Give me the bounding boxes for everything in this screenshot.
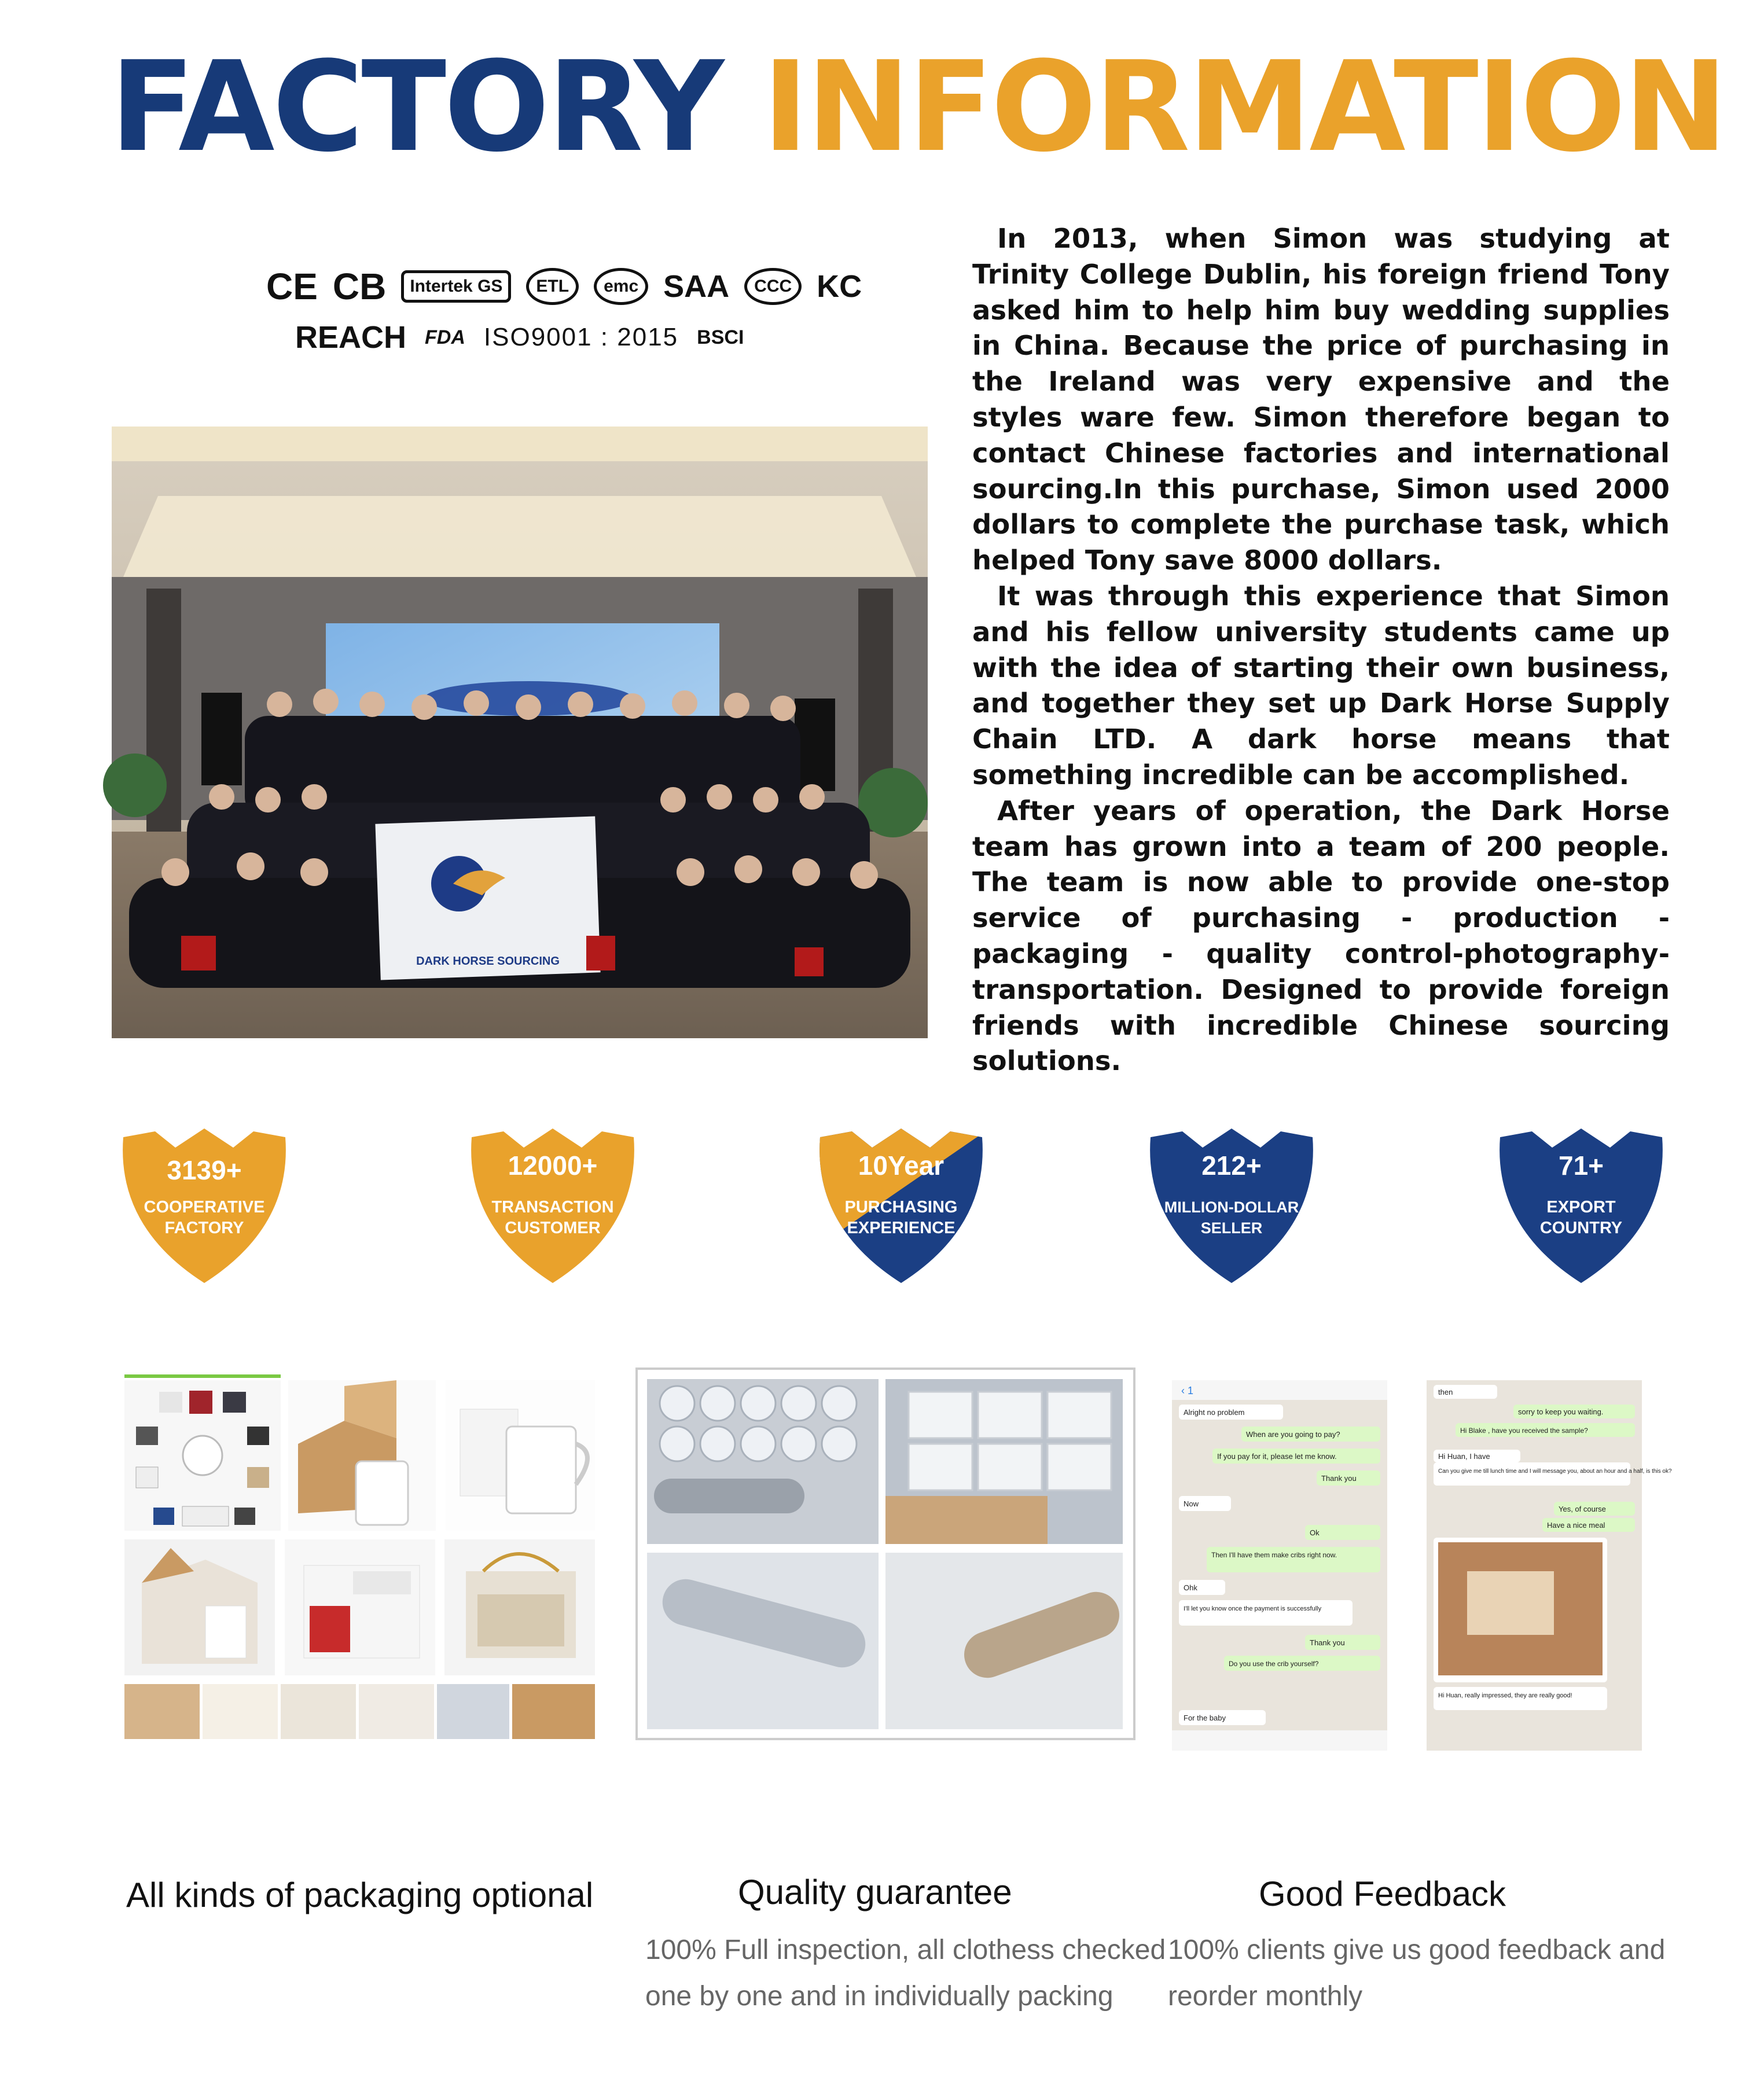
chat-msg: Ohk (1184, 1583, 1197, 1592)
stat-number: 10Year (858, 1150, 945, 1181)
svg-text:‹ 1: ‹ 1 (1181, 1385, 1194, 1396)
chat-msg: then (1438, 1388, 1453, 1396)
page-title (110, 34, 1726, 179)
stat-shield-million-dollar-seller (1139, 1126, 1324, 1285)
bsci-mark: BSCI (697, 326, 744, 348)
etl-mark: ETL (526, 268, 579, 305)
title-factory: FACTORY (110, 34, 722, 179)
chat-msg: If you pay for it, please let me know. (1217, 1452, 1337, 1461)
cb-mark: CB (332, 266, 387, 307)
chat-msg: Then I'll have them make cribs right now. (1211, 1551, 1337, 1559)
chat-msg: Hi Blake , have you received the sample? (1460, 1427, 1588, 1435)
kc-mark: KC (817, 269, 862, 304)
chat-msg: Ok (1310, 1528, 1320, 1537)
story-paragraph-3: After years of operation, the Dark Horse team has grown into a team of 200 people. The team is now able to provide one-stop service of purchasing - production - packaging - quality control-photography-transportation. Designed to provide foreign friends with incredible Chinese sourcing solutions. (972, 795, 1670, 1077)
chat-msg: When are you going to pay? (1246, 1430, 1340, 1439)
chat-msg: Alright no problem (1184, 1408, 1245, 1417)
chat-msg: Yes, of course (1559, 1505, 1606, 1513)
chat-msg: Now (1184, 1499, 1199, 1508)
feedback-caption-title: Good Feedback (1259, 1874, 1506, 1913)
packaging-collage (124, 1374, 595, 1739)
fda-mark: FDA (425, 326, 465, 348)
chat-msg: Hi Huan, I have (1438, 1452, 1490, 1461)
chat-screenshot-2 (1427, 1380, 1672, 1751)
chat-msg: I'll let you know once the payment is successfully (1184, 1605, 1322, 1612)
story-paragraph-1: In 2013, when Simon was studying at Trinity College Dublin, his foreign friend Tony asked him to help him buy wedding supplies in China. Because the price of purchasing in the Ireland was very expensive and the styles ware few. Simon therefore began to contact Chinese factories and international sourcing.In this purchase, Simon used 2000 dollars to complete the purchase task, which helped Tony save 8000 dollars. (972, 223, 1670, 576)
stat-shield-transaction-customer (460, 1126, 645, 1285)
stat-number: 71+ (1558, 1150, 1604, 1181)
company-story (972, 221, 1670, 1079)
stat-shield-export-country (1489, 1126, 1674, 1285)
stat-number: 3139+ (167, 1155, 242, 1185)
stat-number: 212+ (1201, 1150, 1262, 1181)
chat-msg: Do you use the crib yourself? (1229, 1660, 1319, 1668)
banner-text: DARK HORSE SOURCING (416, 955, 560, 968)
certification-logos-row-1 (266, 260, 862, 313)
story-paragraph-2: It was through this experience that Simon and his fellow university students came up with the idea of starting their own business, and together they set up Dark Horse Supply Chain LTD. A dark horse means that something incredible can be accomplished. (972, 580, 1670, 791)
packaging-caption-title: All kinds of packaging optional (126, 1876, 594, 1914)
quality-caption-title: Quality guarantee (738, 1873, 1012, 1911)
team-photo (112, 427, 928, 1038)
stat-label: PURCHASING EXPERIENCE (844, 1198, 958, 1237)
chat-msg: Have a nice meal (1547, 1521, 1605, 1530)
saa-mark: SAA (663, 269, 730, 304)
stat-number: 12000+ (508, 1150, 598, 1181)
certification-logos-row-2 (295, 313, 833, 362)
feedback-caption-description: 100% clients give us good feedback and reorder monthly (1168, 1935, 1666, 2012)
emc-mark: emc (594, 268, 648, 305)
chat-screenshot-1 (1172, 1380, 1387, 1751)
chat-msg: Thank you (1321, 1474, 1357, 1483)
chat-msg: Hi Huan, really impressed, they are really good! (1438, 1692, 1572, 1699)
reach-mark: REACH (295, 319, 407, 355)
title-information: INFORMATION (762, 34, 1726, 179)
ce-mark: CE (266, 266, 318, 307)
chat-msg: sorry to keep you waiting. (1518, 1407, 1604, 1416)
stat-label: COOPERATIVE FACTORY (144, 1198, 265, 1237)
intertek-mark: Intertek GS (401, 270, 511, 303)
chat-msg: Can you give me till lunch time and I will message you, about an hour and a half, is this ok? (1438, 1468, 1672, 1475)
ccc-mark: CCC (744, 268, 802, 305)
stat-label: EXPORT COUNTRY (1539, 1198, 1623, 1237)
chat-msg: For the baby (1184, 1714, 1226, 1722)
stat-shield-cooperative-factory (112, 1126, 297, 1285)
quality-inspection-collage (637, 1369, 1134, 1739)
stat-label: TRANSACTION CUSTOMER (491, 1198, 614, 1237)
stat-shield-purchasing-experience (808, 1126, 994, 1285)
chat-msg: Thank you (1310, 1638, 1345, 1647)
stat-label: MILLION-DOLLAR SELLER (1164, 1199, 1299, 1237)
quality-caption-description: 100% Full inspection, all clothess checked one by one and in individually packing (645, 1935, 1166, 2012)
iso-mark: ISO9001 : 2015 (483, 322, 679, 351)
